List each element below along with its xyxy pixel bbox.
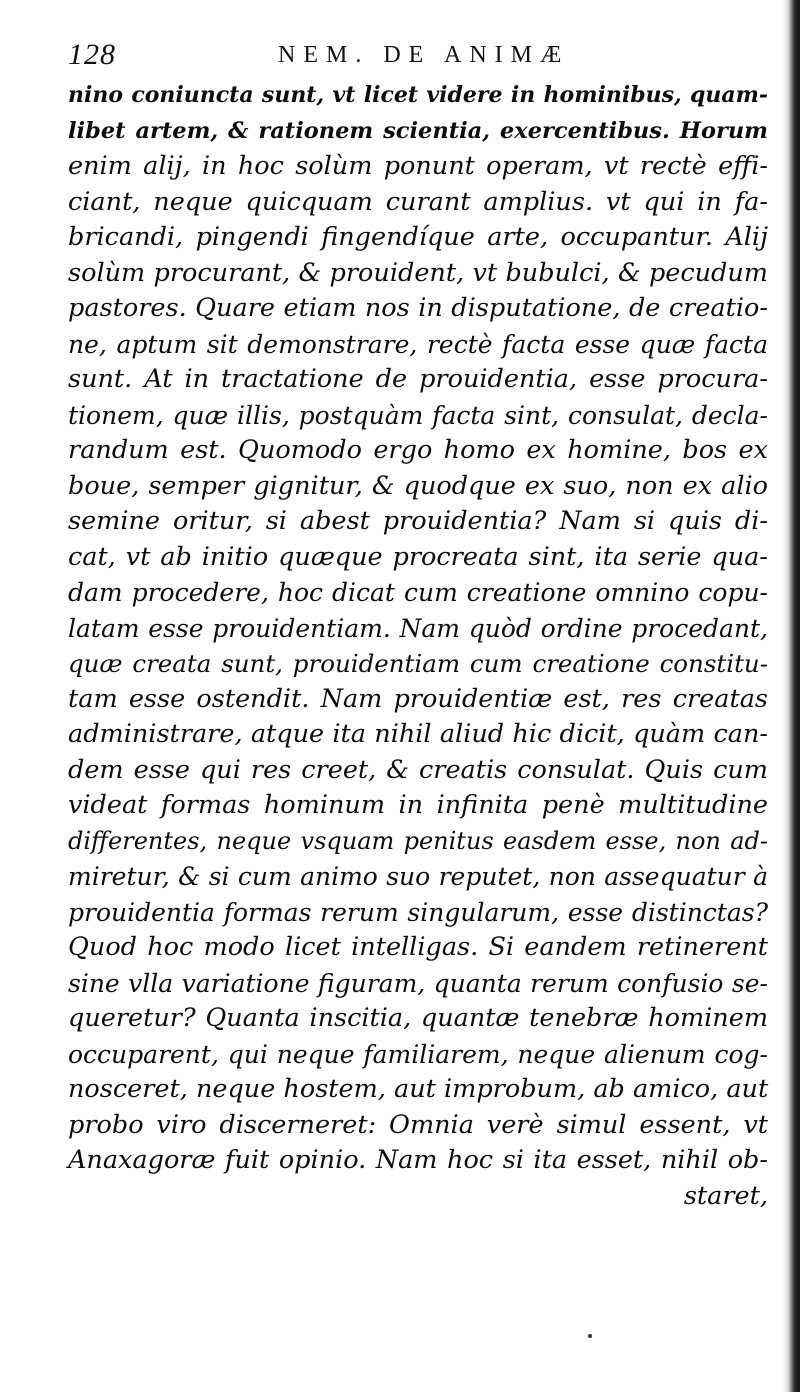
text-line: videat formas hominum in infinita penè multitudine bbox=[68, 790, 768, 820]
text-line: libet artem, & rationem scientia, exercentibus. Horum bbox=[68, 117, 768, 144]
text-line: enim alij, in hoc solùm ponunt operam, vt rectè effi- bbox=[68, 151, 768, 181]
text-line: nosceret, neque hostem, aut improbum, ab amico, aut bbox=[68, 1074, 769, 1104]
text-line: boue, semper gignitur, & quodque ex suo, non ex alio bbox=[68, 470, 768, 501]
text-line: prouidentia formas rerum singularum, esse distinctas? bbox=[68, 897, 768, 927]
running-head bbox=[68, 38, 758, 78]
ink-speck bbox=[588, 1334, 592, 1338]
text-line: Anaxagoræ fuit opinio. Nam hoc si ita esset, nihil ob- bbox=[68, 1145, 768, 1175]
text-line: randum est. Quomodo ergo homo ex homine, bos ex bbox=[68, 435, 768, 465]
text-line: bricandi, pingendi fingendíque arte, occupantur. Alij bbox=[68, 222, 768, 252]
text-line: cat, vt ab initio quæque procreata sint, ita serie qua- bbox=[68, 541, 768, 572]
text-line: dem esse qui res creet, & creatis consulat. Quis cum bbox=[68, 754, 768, 785]
text-line: semine oritur, si abest prouidentia? Nam si quis di- bbox=[68, 506, 768, 536]
text-line: miretur, & si cum animo suo reputet, non assequatur à bbox=[68, 862, 768, 891]
page-gutter-shadow bbox=[782, 0, 800, 1392]
running-title: NEM. DE ANIMÆ bbox=[278, 42, 570, 68]
text-line: quæ creata sunt, prouidentiam cum creatione constitu- bbox=[68, 649, 768, 678]
text-line: administrare, atque ita nihil aliud hic dicit, quàm can- bbox=[68, 719, 768, 749]
text-line: differentes, neque vsquam penitus easdem esse, non ad- bbox=[68, 826, 768, 855]
text-line: pastores. Quare etiam nos in disputatione, de creatio- bbox=[68, 293, 768, 323]
text-line: ciant, neque quicquam curant amplius. vt qui in fa- bbox=[68, 186, 768, 217]
text-line: ne, aptum sit demonstrare, rectè facta esse quæ facta bbox=[68, 329, 768, 359]
text-line: Quod hoc modo licet intelligas. Si eandem retinerent bbox=[68, 932, 768, 962]
text-line: nino coniuncta sunt, vt licet videre in hominibus, quam- bbox=[68, 82, 768, 108]
text-line: sine vlla variatione figuram, quanta rerum confusio se- bbox=[68, 968, 768, 998]
text-line: solùm procurant, & prouident, vt bubulci, & pecudum bbox=[68, 257, 768, 288]
text-line: dam procedere, hoc dicat cum creatione omnino copu- bbox=[68, 578, 768, 607]
text-line: occuparent, qui neque familiarem, neque alienum cog- bbox=[68, 1039, 768, 1069]
text-line: sunt. At in tractatione de prouidentia, esse procura- bbox=[68, 364, 768, 394]
text-line: queretur? Quanta inscitia, quantæ tenebræ hominem bbox=[68, 1003, 768, 1033]
text-line: tionem, quæ illis, postquàm facta sint, consulat, decla- bbox=[68, 400, 768, 430]
text-line: probo viro discerneret: Omnia verè simul essent, vt bbox=[68, 1109, 768, 1140]
page-number: 128 bbox=[68, 38, 116, 71]
text-line: latam esse prouidentiam. Nam quòd ordine procedant, bbox=[68, 613, 768, 643]
catchword-line: staret, bbox=[683, 1180, 768, 1211]
body-text bbox=[68, 78, 768, 1214]
text-line: tam esse ostendit. Nam prouidentiæ est, res creatas bbox=[68, 683, 768, 714]
